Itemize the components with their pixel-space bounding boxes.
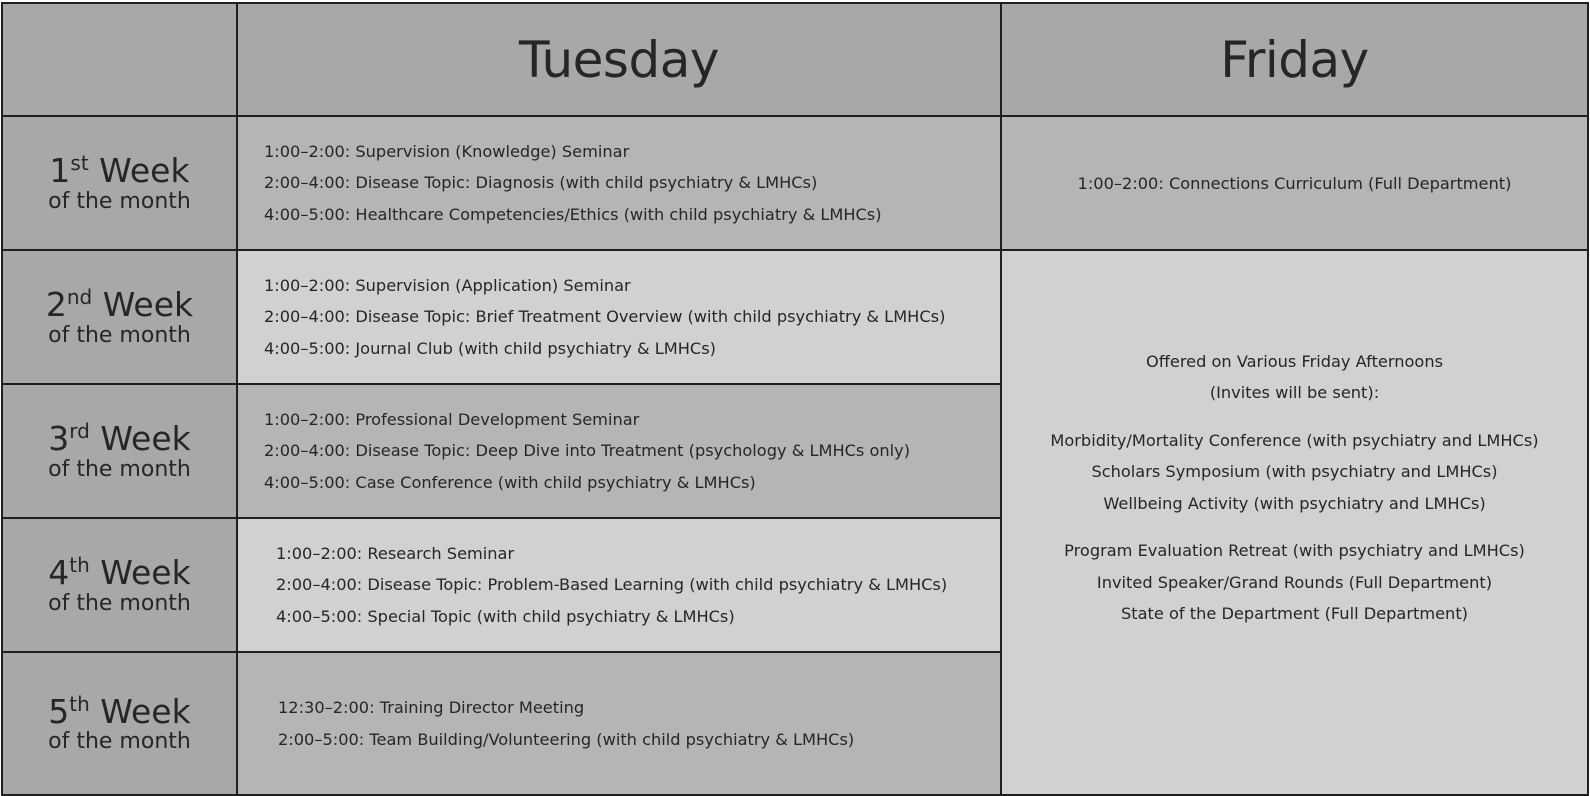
session-item: 4:00–5:00: Special Topic (with child psychiatry & LMHCs) xyxy=(276,606,735,626)
week-subtitle: of the month xyxy=(48,456,191,482)
session-item: Invited Speaker/Grand Rounds (Full Department) xyxy=(1096,572,1493,592)
week-1-label xyxy=(3,117,236,249)
friday-week-1: 1:00–2:00: Connections Curriculum (Full Department) xyxy=(1002,117,1587,249)
week-subtitle: of the month xyxy=(48,729,191,755)
session-item: 2:00–4:00: Disease Topic: Brief Treatment Overview (with child psychiatry & LMHCs) xyxy=(264,307,946,327)
session-item: 2:00–4:00: Disease Topic: Problem-Based Learning (with child psychiatry & LMHCs) xyxy=(276,575,948,595)
tuesday-week-4 xyxy=(238,519,1000,651)
session-item: 2:00–4:00: Disease Topic: Diagnosis (with child psychiatry & LMHCs) xyxy=(264,173,818,193)
session-item: State of the Department (Full Department) xyxy=(1121,604,1468,623)
week-title: 4th Week xyxy=(48,553,191,593)
session-item: Program Evaluation Retreat (with psychiatry and LMHCs) xyxy=(1064,541,1525,560)
schedule-table xyxy=(1,2,1589,796)
week-subtitle: of the month xyxy=(48,322,191,348)
friday-header: Friday xyxy=(1002,4,1587,115)
session-item: 1:00–2:00: Supervision (Knowledge) Seminar xyxy=(264,141,630,161)
week-4-label xyxy=(3,519,236,651)
various-title: Offered on Various Friday Afternoons xyxy=(1145,351,1444,371)
week-subtitle: of the month xyxy=(48,590,191,616)
various-subtitle: (Invites will be sent): xyxy=(1209,383,1380,402)
tuesday-header: Tuesday xyxy=(238,4,1000,115)
week-title: 1st Week xyxy=(49,151,190,191)
session-item: 2:00–4:00: Disease Topic: Deep Dive into Treatment (psychology & LMHCs only) xyxy=(264,441,911,461)
session-item: 1:00–2:00: Research Seminar xyxy=(276,543,515,563)
tuesday-week-1 xyxy=(238,117,1000,249)
tuesday-week-5 xyxy=(238,653,1000,794)
session-item: 4:00–5:00: Case Conference (with child psychiatry & LMHCs) xyxy=(264,472,756,492)
week-subtitle: of the month xyxy=(48,188,191,214)
week-3-label xyxy=(3,385,236,517)
week-5-label xyxy=(3,653,236,794)
week-title: 2nd Week xyxy=(45,285,194,325)
session-item: Wellbeing Activity (with psychiatry and LMHCs) xyxy=(1103,493,1486,513)
friday-various-sessions xyxy=(1002,251,1587,794)
session-item: 1:00–2:00: Supervision (Application) Seminar xyxy=(264,275,631,295)
session-item: Scholars Symposium (with psychiatry and LMHCs) xyxy=(1091,462,1498,481)
corner-cell xyxy=(3,4,236,115)
session-item: 12:30–2:00: Training Director Meeting xyxy=(278,698,585,717)
session-item: 4:00–5:00: Journal Club (with child psychiatry & LMHCs) xyxy=(264,338,716,358)
week-2-label xyxy=(3,251,236,383)
session-item: Morbidity/Mortality Conference (with psychiatry and LMHCs) xyxy=(1050,430,1539,450)
tuesday-week-2 xyxy=(238,251,1000,383)
tuesday-week-3 xyxy=(238,385,1000,517)
session-item: 4:00–5:00: Healthcare Competencies/Ethics (with child psychiatry & LMHCs) xyxy=(264,204,882,224)
week-title: 5th Week xyxy=(48,691,191,731)
session-item: 2:00–5:00: Team Building/Volunteering (with child psychiatry & LMHCs) xyxy=(278,729,855,749)
session-item: 1:00–2:00: Professional Development Seminar xyxy=(264,409,640,429)
week-title: 3rd Week xyxy=(48,419,191,459)
